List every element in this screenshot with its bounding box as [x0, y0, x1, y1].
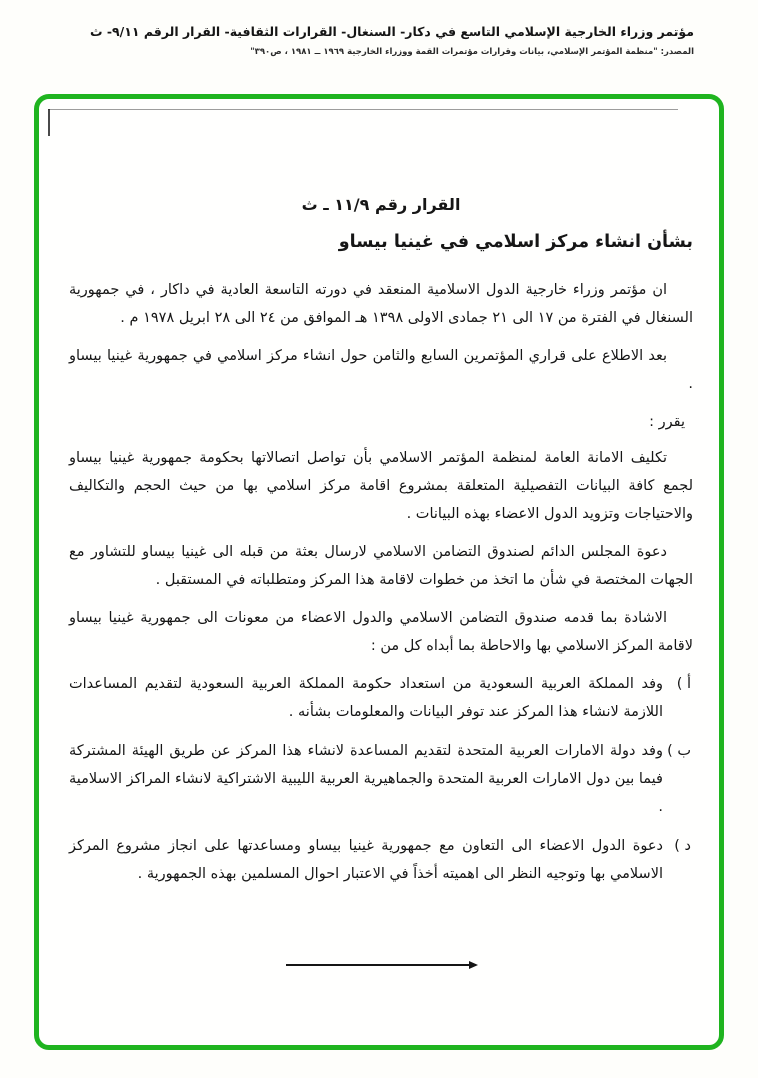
resolution-subject: بشأن انشاء مركز اسلامي في غينيا بيساو [338, 232, 693, 252]
document-body [69, 195, 693, 966]
list-item-marker: ب ) [667, 743, 691, 759]
document-header [40, 24, 694, 57]
list-item-marker: أ ) [676, 676, 691, 692]
closing-divider-line [286, 964, 476, 966]
list-item-d [69, 832, 693, 888]
clause-paragraph-1: تكليف الامانة العامة لمنظمة المؤتمر الاسلامي بأن تواصل اتصالاتها بحكومة جمهورية غينيا بيساو لجمع كافة البيانات التفصيلية المتعلقة بمشروع اقامة مركز اسلامي بها من حيث الحجم والتكاليف والاحتياجات وتزويد الدول الاعضاء بهذه البيانات . [69, 450, 693, 522]
divider-arrow-tip-icon [469, 961, 478, 969]
clause-paragraph-2: دعوة المجلس الدائم لصندوق التضامن الاسلامي لارسال بعثة من قبله الى غينيا بيساو للتشاور مع الجهات المختصة في شأن ما اتخذ من خطوات لاقامة هذا المركز ومتطلباته في المستقبل . [69, 544, 693, 588]
decree-word: يقرر : [649, 414, 685, 430]
list-item-b [69, 737, 693, 821]
list-item-text: وفد دولة الامارات العربية المتحدة لتقديم المساعدة لانشاء هذا المركز عن طريق الهيئة المشتركة فيما بين دول الامارات العربية المتحدة والجماهيرية العربية الليبية الاشتراكية لانشاء المراكز الاسلامية . [69, 743, 663, 815]
preamble-paragraph-1: ان مؤتمر وزراء خارجية الدول الاسلامية المنعقد في دورته التاسعة العادية في داكار ، في جمهورية السنغال في الفترة من ١٧ الى ٢١ جمادى الاولى ١٣٩٨ هـ الموافق من ٢٤ الى ٢٨ ابريل ١٩٧٨ م . [69, 282, 693, 326]
list-item-text: دعوة الدول الاعضاء الى التعاون مع جمهورية غينيا بيساو ومساعدتها على انجاز مشروع المركز الاسلامي بها وتوجيه النظر الى اهميته أخذاً في الاعتبار احوال المسلمين بهذه الجمهورية . [69, 838, 663, 882]
preamble-paragraph-2: بعد الاطلاع على قراري المؤتمرين السابع والثامن حول انشاء مركز اسلامي في جمهورية غينيا بيساو . [69, 348, 693, 392]
list-item-a [69, 670, 693, 726]
list-item-text: وفد المملكة العربية السعودية من استعداد حكومة المملكة العربية السعودية لتقديم المساعدات اللازمة لانشاء هذا المركز عند توفر البيانات والمعلومات بشأنه . [69, 676, 663, 720]
list-item-marker: د ) [674, 838, 691, 854]
scan-edge-artifact-vertical [48, 109, 50, 136]
clause-paragraph-3: الاشادة بما قدمه صندوق التضامن الاسلامي والدول الاعضاء من معونات الى جمهورية غينيا بيساو لاقامة المركز الاسلامي بها والاحاطة بما أبداه كل من : [69, 610, 693, 654]
header-citation-line: مؤتمر وزراء الخارجية الإسلامي التاسع في دكار- السنغال- القرارات الثقافية- القرار الرقم ٩/١١- ث [89, 24, 694, 39]
green-border-frame [34, 94, 724, 1050]
scan-edge-artifact-horizontal [48, 109, 678, 110]
resolution-number-title: القرار رقم ١١/٩ ـ ث [301, 195, 461, 214]
header-source-line: المصدر: "منظمة المؤتمر الإسلامي، بيانات وقرارات مؤتمرات القمة ووزراء الخارجية ١٩٦٩ ــ ١٩٨١ ، ص٣٩٠" [250, 47, 694, 57]
